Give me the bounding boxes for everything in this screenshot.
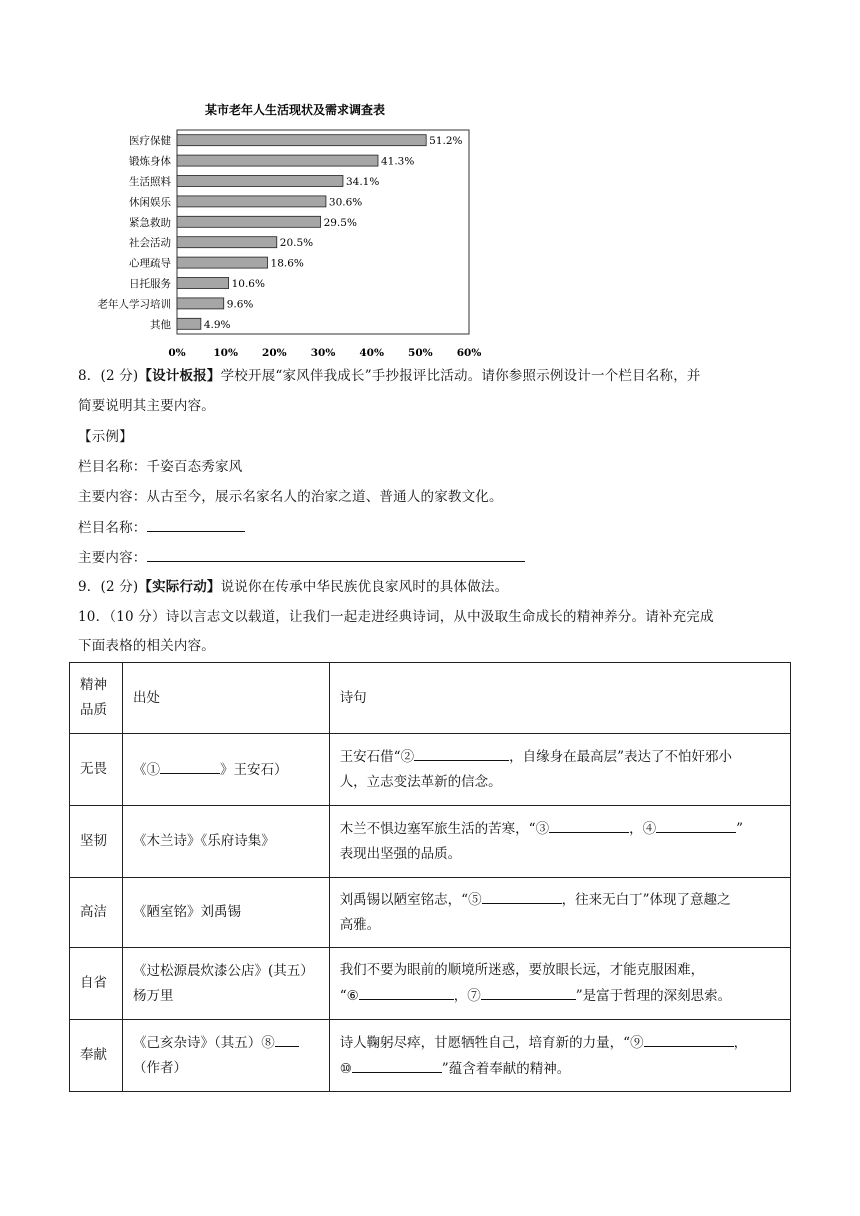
chart-title: 某市老年人生活现状及需求调查表: [204, 103, 386, 117]
q9-number: 9．(2 分): [78, 579, 139, 595]
quality-cell: 坚韧: [70, 806, 123, 878]
data-label: 30.6%: [328, 196, 363, 209]
blank-8[interactable]: [275, 1030, 299, 1047]
data-label: 18.6%: [270, 257, 304, 270]
q8-example-content: 主要内容：从古至今，展示名家名人的治家之道、普通人的家教文化。: [78, 489, 503, 505]
x-tick-label: 10%: [213, 347, 238, 359]
source-cell: 《过松源晨炊漆公店》(其五） 杨万里: [122, 948, 329, 1020]
q9-text: 说说你在传承中华民族优良家风时的具体做法。: [220, 579, 509, 595]
source-cell: 《木兰诗》《乐府诗集》: [122, 806, 329, 878]
q10-text2: 下面表格的相关内容。: [78, 638, 215, 654]
data-label: 4.9%: [203, 318, 231, 331]
table-row: [70, 734, 791, 806]
blank-9[interactable]: [644, 1030, 734, 1047]
source-cell: 《陋室铭》刘禹锡: [122, 878, 329, 948]
q8-line1: [78, 366, 701, 386]
category-label: 医疗保健: [129, 135, 171, 148]
q8-name-blank[interactable]: [147, 517, 245, 532]
q8-text2: 简要说明其主要内容。: [78, 398, 215, 414]
q10-line2: [78, 636, 215, 656]
x-tick-label: 0%: [168, 347, 186, 359]
bar: [177, 176, 343, 187]
table-header-row: [70, 663, 791, 734]
category-label: 日托服务: [129, 278, 171, 290]
q8-number: 8．(2 分): [78, 368, 139, 384]
data-label: 10.6%: [231, 278, 265, 290]
bar: [177, 196, 326, 207]
category-label: 紧急救助: [129, 216, 171, 229]
source-cell: 《① 》王安石）: [122, 734, 329, 806]
x-tick-label: 40%: [359, 347, 384, 359]
bar-chart: [60, 96, 500, 368]
source-cell: 《己亥杂诗》（其五）⑧ （作者）: [122, 1020, 329, 1092]
bar: [177, 318, 201, 329]
data-label: 41.3%: [380, 155, 415, 168]
q8-content-label: 主要内容：: [78, 550, 147, 566]
table-row: [70, 806, 791, 878]
category-label: 其他: [150, 318, 171, 331]
blank-7[interactable]: [481, 983, 576, 1000]
category-label: 休闲娱乐: [129, 196, 171, 209]
q8-line2: [78, 396, 215, 416]
blank-2[interactable]: [414, 744, 509, 761]
q8-tag: 【设计板报】: [138, 368, 221, 384]
x-tick-label: 60%: [456, 347, 482, 359]
bar: [177, 278, 229, 289]
poem-cell: 木兰不惧边塞军旅生活的苦寒，“③ ，④ ” 表现出坚强的品质。: [329, 806, 790, 878]
data-label: 9.6%: [226, 298, 254, 311]
table-row: [70, 878, 791, 948]
bar: [177, 135, 426, 146]
category-label: 生活照料: [129, 176, 171, 188]
category-label: 社会活动: [129, 237, 171, 250]
q8-example-name: 栏目名称：千姿百态秀家风: [78, 459, 243, 475]
q8-name-row: [78, 517, 245, 538]
table-row: [70, 1020, 791, 1092]
q8-text1: 学校开展“家风伴我成长”手抄报评比活动。请你参照示例设计一个栏目名称，并: [220, 368, 701, 384]
x-tick-label: 30%: [310, 347, 336, 359]
poem-cell: 诗人鞠躬尽瘁，甘愿牺牲自己，培育新的力量，“⑨ ， ⑩ ”蕴含着奉献的精神。: [329, 1020, 790, 1092]
blank-10[interactable]: [352, 1056, 442, 1073]
quality-cell: 自省: [70, 948, 123, 1020]
poem-cell: 王安石借“② ，自缘身在最高层”表达了不怕奸邪小 人，立志变法革新的信念。: [329, 734, 790, 806]
category-label: 锻炼身体: [129, 155, 171, 168]
poem-cell: 我们不要为眼前的顺境所迷惑，要放眼长远，才能克服困难， “⑥ ，⑦ ”是富于哲理的深刻思索。: [329, 948, 790, 1020]
x-tick-label: 20%: [262, 347, 287, 359]
q8-content-blank[interactable]: [147, 547, 525, 562]
header-poem: 诗句: [329, 663, 790, 734]
category-label: 心理疏导: [129, 257, 171, 270]
q10-line1: [78, 607, 714, 627]
q9-tag: 【实际行动】: [138, 579, 221, 595]
data-label: 20.5%: [279, 237, 314, 250]
quality-cell: 高洁: [70, 878, 123, 948]
table-row: [70, 948, 791, 1020]
poem-cell: 刘禹锡以陋室铭志，“⑤ ，往来无白丁”体现了意趣之 高雅。: [329, 878, 790, 948]
category-label: 老年人学习培训: [97, 298, 171, 311]
quality-cell: 奉献: [70, 1020, 123, 1092]
q8-name-label: 栏目名称：: [78, 520, 147, 536]
data-label: 29.5%: [323, 216, 357, 229]
bar: [177, 298, 224, 309]
data-label: 34.1%: [345, 176, 380, 188]
blank-5[interactable]: [482, 887, 562, 904]
data-label: 51.2%: [429, 135, 463, 148]
q10-text1: 诗以言志文以载道，让我们一起走进经典诗词，从中汲取生命成长的精神养分。请补充完成: [165, 609, 714, 625]
q9-line: [78, 577, 508, 597]
bar: [177, 155, 378, 166]
poem-table: [69, 662, 791, 1092]
bar: [177, 257, 268, 268]
blank-4[interactable]: [656, 816, 736, 833]
q8-example-tag: 【示例】: [78, 429, 133, 445]
blank-6[interactable]: [359, 983, 454, 1000]
blank-3[interactable]: [549, 816, 629, 833]
q10-number: 10．（10 分）: [78, 609, 166, 625]
bar: [177, 216, 321, 227]
blank-1[interactable]: [160, 757, 220, 774]
quality-cell: 无畏: [70, 734, 123, 806]
bar: [177, 237, 277, 248]
x-tick-label: 50%: [408, 347, 433, 359]
header-quality: 精神品质: [70, 663, 123, 734]
header-source: 出处: [122, 663, 329, 734]
q8-content-row: [78, 547, 525, 568]
